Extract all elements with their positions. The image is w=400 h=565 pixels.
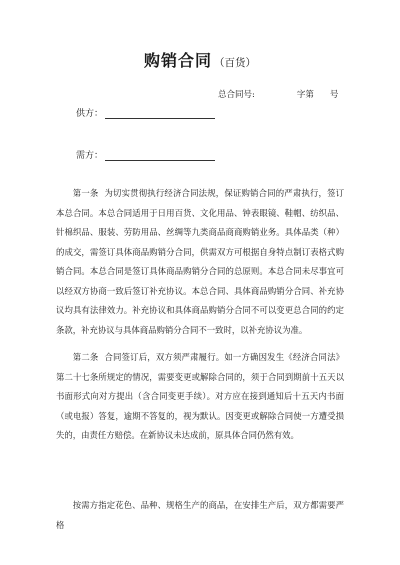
- clause-1-article: 第一条: [72, 188, 99, 198]
- clause-2: [56, 348, 344, 446]
- title-main: 购销合同: [143, 51, 212, 70]
- contract-number-label: 总合同号:: [218, 90, 255, 100]
- clause-2-article: 第二条: [72, 352, 99, 362]
- buyer-row: [76, 148, 215, 161]
- title-subtitle: （百货）: [214, 57, 256, 69]
- contract-word-label: 字第: [296, 90, 314, 100]
- buyer-blank-line: [105, 149, 215, 161]
- contract-number-suffix: 号: [329, 90, 339, 100]
- supplier-row: [76, 106, 215, 119]
- clause-1-text: 为切实贯彻执行经济合同法规，保证购销合同的严肃执行，签订本总合同。本总合同适用于日用百货、文化用品、钟表眼镜、鞋帽、纺织品、针棉织品、服装、劳防用品、丝绸等九类商品商商购销业务。具体品类（种）的成交，需签订具体商品购销分合同，供需双方可根据自身特点制订表格式购销合同。本总合同是签订具体商品购销分合同的总原则。本总合同未尽事宜可以经双方协商一致后签订补充协议。本总合同、具体商品购销分合同、补充协议均具有法律效力。补充协议和具体商品购销分合同不可以变更总合同的约定条款，补充协议与具体商品购销分合同不一致时，以补充协议为准。: [56, 188, 345, 335]
- clause-3-text: 按需方指定花色、品种、规格生产的商品，在安排生产后，双方都需要严格: [56, 500, 344, 530]
- document-title: [0, 48, 400, 71]
- supplier-label: 供方：: [76, 109, 104, 119]
- supplier-blank-line: [105, 107, 215, 119]
- contract-number-line: [218, 88, 338, 100]
- clause-3: [56, 496, 344, 535]
- clause-2-text: 合同签订后，双方须严肃履行。如一方确因发生《经济合同法》第二十七条所规定的情况，需要变更或解除合同的，须于合同到期前十五天以书面形式向对方提出（含合同变更手续）。对方应在接到通知后十五天内书面（或电报）答复，逾期不答复的，视为默认。因变更或解除合同使一方遭受损失的，由责任方赔偿。在新协议未达成前，原具体合同仍然有效。: [56, 352, 345, 440]
- clause-1: [56, 184, 344, 340]
- buyer-label: 需方：: [76, 151, 104, 161]
